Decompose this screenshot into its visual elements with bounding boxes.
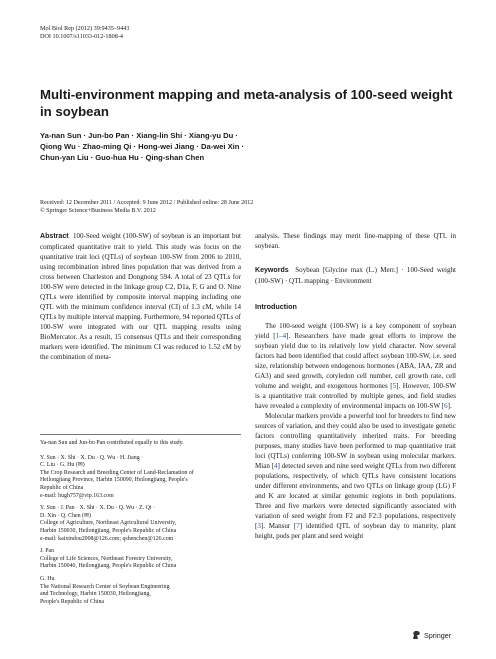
- text-run: ]. Mansur [: [260, 522, 297, 530]
- right-column: [255, 231, 456, 541]
- abstract: [40, 231, 241, 362]
- affiliation-line: College of Agriculture, Northeast Agricultural University,: [40, 520, 177, 527]
- author-notes: [40, 440, 241, 611]
- text-run: ] identified QTL of soybean day to maturity, plant height, pods per plant and seed weight: [255, 522, 456, 540]
- text-run: ]. Researchers have made great efforts to improve the soybean yield due to its relatively low yield character. Now several factors had been identified that could affect soybean 100-SW, i.e. seed size, relationship between endogenous hormones (ABA, IAA, ZR and GA3) and seed growth, cotyledon cell number, cell growth rate, cell volume and weight, and exogenous hormones [: [255, 332, 456, 390]
- springer-logo: [412, 630, 451, 640]
- springer-horse-icon: [412, 630, 421, 640]
- introduction-paragraph: [255, 321, 456, 411]
- author-list: [40, 130, 460, 163]
- text-run: ] detected seven and nine seed weight QTLs from two different populations, respectively, of which QTLs have consistent locations under different environments, and two QTLs on linkage group (LG) F and K are located at similar genomic regions in both populations. Three and five markers were detected significantly associated with variation of seed weight from F2 and F2:3 populations, respectively [: [255, 462, 456, 530]
- copyright: © Springer Science+Business Media B.V. 2012: [40, 208, 156, 215]
- introduction-heading: Introduction: [255, 302, 297, 311]
- citation-link[interactable]: 4: [274, 462, 278, 470]
- affiliation-line: J. Pan: [40, 548, 55, 555]
- affiliation-line: The Crop Research and Breeding Center of Land-Reclamation of: [40, 469, 194, 476]
- affiliation-email[interactable]: e-mail: kaixindou2008@126.com; qshenchen@126.com: [40, 535, 174, 542]
- left-column: [40, 231, 241, 362]
- keywords: [255, 265, 456, 286]
- affiliation-email[interactable]: e-mail: hugh757@vip.163.com: [40, 492, 114, 499]
- citation-link[interactable]: 5: [392, 382, 397, 390]
- author-line: Chun-yan Liu · Guo-hua Hu · Qing-shan Chen: [40, 153, 205, 162]
- equal-contribution-note: Ya-nan Sun and Jun-bo Pan contributed equally to this study.: [40, 440, 184, 446]
- affiliation-line: and Technology, Harbin 150030, Heilongjiang,: [40, 591, 151, 598]
- doi[interactable]: DOI 10.1007/s11033-012-1808-4: [40, 33, 123, 40]
- text-run: The 100-seed weight (100-SW) is a key component of soybean yield [: [255, 322, 456, 340]
- journal-citation: Mol Biol Rep (2012) 39:9435–9443: [40, 25, 130, 32]
- abstract-text: 100-Seed weight (100-SW) of soybean is an important but complicated quantitative trait to yield. This study was focus on the quantitative trait loci (QTLs) of soybean 100-SW from 2006 to 2010, using recombination inbred lines population that was derived from a cross between Charleston and Dongnong 594. A total of 23 QTLs for 100-SW were detected in the linkage group C2, D1a, F, G and O. Nine QTLs were identified by composite interval mapping including one QTL with the minimum confidence interval (CI) of 1.3 cM, while 14 QTLs by multiple interval mapping. Furthermore, 94 reported QTLs of 100-SW were integrated with our QTL mapping results using BioMercator. As a result, 15 consensus QTLs and their corresponding markers were identified. The minimum CI was reduced to 1.52 cM by the combination of meta-: [40, 232, 241, 361]
- affiliation-line: Y. Sun · J. Pan · X. Shi · X. Du · Q. Wu · Z. Qi ·: [40, 505, 155, 512]
- paper-title: [40, 87, 460, 120]
- affiliation-3: [40, 548, 241, 571]
- affiliation-2: [40, 505, 241, 543]
- text-run: ]. However, 100-SW is a quantitative trait controlled by multiple genes, and field studies have revealed a complexity of environmental impacts on 100-SW [: [255, 382, 456, 410]
- publication-dates: [40, 199, 460, 215]
- journal-header: [40, 25, 129, 41]
- keywords-text: Soybean [Glycine max (L.) Merr.] · 100-Seed weight (100-SW) · QTL mapping · Environment: [255, 266, 457, 285]
- affiliation-line: Harbin 150040, Heilongjiang, People's Republic of China: [40, 563, 177, 570]
- citation-link[interactable]: 3: [257, 522, 261, 530]
- citation-link[interactable]: 6: [444, 402, 448, 410]
- affiliation-4: [40, 576, 241, 606]
- citation-link[interactable]: 7: [296, 522, 300, 530]
- title-line: in soybean: [40, 103, 109, 119]
- footnote-divider: [40, 434, 241, 435]
- affiliation-line: C. Liu · G. Hu (✉): [40, 462, 85, 469]
- affiliation-line: The National Research Center of Soybean Engineering: [40, 583, 170, 590]
- affiliation-line: D. Xin · Q. Chen (✉): [40, 512, 91, 519]
- introduction-paragraph: [255, 411, 456, 541]
- abstract-continued: analysis. These findings may merit fine-mapping of these QTL in soybean.: [255, 232, 456, 250]
- author-line: Qiong Wu · Zhao-ming Qi · Hong-wei Jiang · Da-wei Xin ·: [40, 142, 245, 151]
- affiliation-line: College of Life Sciences, Northeast Forestry University,: [40, 555, 173, 562]
- history-dates: Received: 12 December 2011 / Accepted: 9 June 2012 / Published online: 28 June 2012: [40, 200, 254, 206]
- title-line: Multi-environment mapping and meta-analysis of 100-seed weight: [40, 87, 453, 102]
- author-line: Ya-nan Sun · Jun-bo Pan · Xiang-lin Shi · Xiang-yu Du ·: [40, 131, 238, 140]
- affiliation-line: Harbin 150030, Heilongjiang, People's Republic of China: [40, 527, 177, 534]
- publisher-name: Springer: [424, 630, 452, 640]
- abstract-label: Abstract: [40, 233, 69, 240]
- affiliation-line: G. Hu: [40, 575, 55, 582]
- affiliation-line: Heilongjiang Province, Harbin 150090, Heilongjiang, People's: [40, 477, 188, 484]
- citation-link[interactable]: 1–4: [275, 332, 287, 340]
- affiliation-line: People's Republic of China: [40, 598, 105, 605]
- affiliation-line: Republic of China: [40, 484, 84, 491]
- affiliation-line: Y. Sun · X. Shi · X. Du · Q. Wu · H. Jiang ·: [40, 454, 144, 461]
- keywords-label: Keywords: [255, 267, 289, 274]
- text-run: ].: [447, 402, 452, 410]
- text-run: Molecular markers provide a powerful tool for breeders to find new sources of variation, and they could also be used to investigate genetic factors controlling quantitatively inherited traits. For breeding purposes, many studies have been performed to map quantitative trait loci (QTLs) conferring 100-SW in soybean using molecular markers. Mian [: [255, 412, 456, 470]
- affiliation-1: [40, 455, 241, 501]
